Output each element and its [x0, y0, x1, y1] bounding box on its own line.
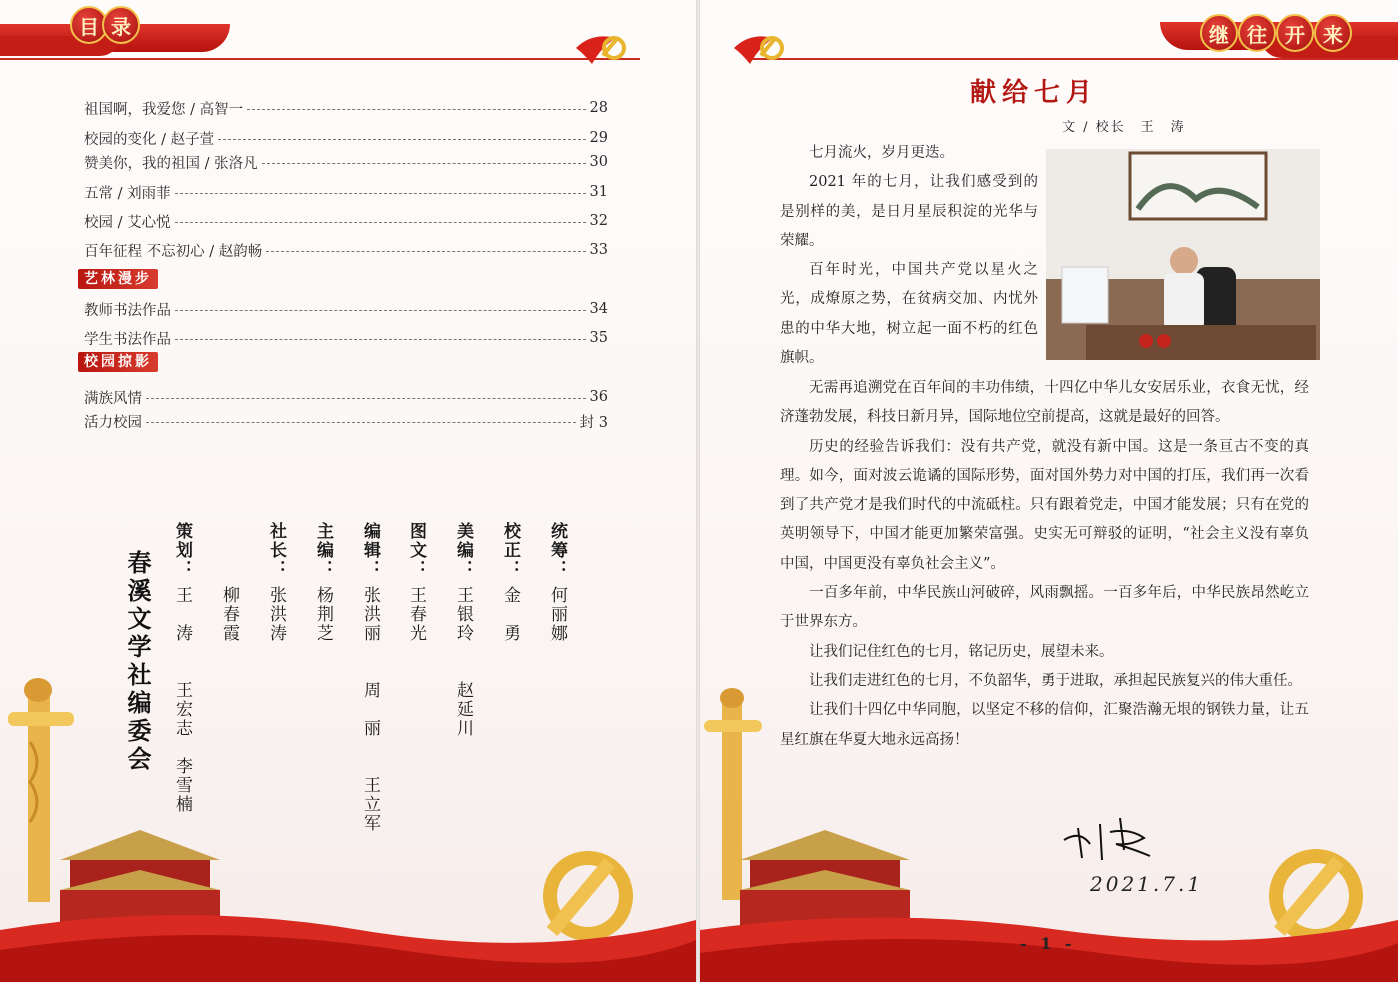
article-body-wrapped — [780, 139, 1038, 373]
committee-names: 金 勇 — [500, 586, 520, 643]
red-wave-footer — [0, 900, 696, 982]
committee-role: 编辑： — [360, 522, 380, 579]
committee-role: 图文： — [406, 522, 426, 579]
paragraph: 无需再追溯党在百年间的丰功伟绩，十四亿中华儿女安居乐业，衣食无忧，经济蓬勃发展，科技日新月异，国际地位空前提高，这就是最好的回答。 — [780, 380, 1309, 426]
paragraph: 让我们走进红色的七月，不负韶华，勇于进取，承担起民族复兴的伟大重任。 — [809, 672, 1302, 689]
paragraph: 2021 年的七月，让我们感受到的是别样的美，是日月星辰积淀的光华与荣耀。 — [780, 174, 1038, 249]
section-tag: 艺林漫步 — [78, 269, 158, 289]
article-byline: 文 / 校长 王 涛 — [1062, 120, 1186, 135]
header-tab-char: 开 — [1276, 14, 1314, 52]
committee-names: 王 涛 王宏志 李雪楠 — [172, 586, 192, 814]
header-tab-char: 录 — [102, 6, 140, 44]
handwritten-signature — [1060, 810, 1160, 870]
paragraph: 七月流火，岁月更迭。 — [809, 145, 954, 161]
paragraph: 百年时光，中国共产党以星火之光，成燎原之势，在贫病交加、内忧外患的中华大地，树立起一面不朽的红色旗帜。 — [780, 262, 1038, 367]
committee-role: 策划： — [172, 522, 192, 579]
article-body-full — [780, 374, 1309, 755]
committee-title: 春溪文学社编委会 — [123, 550, 152, 774]
toc-row[interactable]: 校园 / 艾心悦 32 — [84, 213, 608, 231]
committee-names: 张洪丽 周 丽 王立军 — [360, 586, 380, 833]
signature-date: 2021.7.1 — [1090, 872, 1204, 896]
left-page — [0, 0, 696, 982]
toc-row[interactable]: 活力校园 封 3 — [84, 414, 608, 431]
header-tab-char: 来 — [1314, 14, 1352, 52]
committee-names: 何丽娜 — [547, 586, 567, 643]
paragraph: 历史的经验告诉我们：没有共产党，就没有新中国。这是一条亘古不变的真理。如今，面对波云诡谲的国际形势，面对国外势力对中国的打压，我们再一次看到了共产党才是我们时代的中流砥柱。只有跟着党走，中国才能发展；只有在党的英明领导下，中国才能更加繁荣富强。史实无可辩驳的证明，“社会主义没有辜负中国，中国更没有辜负社会主义”。 — [780, 438, 1309, 572]
committee-role: 美编： — [453, 522, 473, 579]
toc-row[interactable]: 校园的变化 / 赵子萱 29 — [84, 130, 608, 148]
party-emblem-icon — [730, 28, 790, 72]
paragraph: 让我们十四亿中华同胞，以坚定不移的信仰，汇聚浩瀚无垠的钢铁力量，让五星红旗在华夏大地永远高扬！ — [780, 702, 1309, 748]
committee-names: 张洪涛 — [266, 586, 286, 643]
committee-role: 主编： — [313, 522, 333, 579]
toc-row[interactable]: 满族风情 36 — [84, 389, 608, 407]
committee-names: 王银玲 赵延川 — [453, 586, 473, 738]
paragraph: 让我们记住红色的七月，铭记历史，展望未来。 — [809, 643, 1114, 660]
toc-row[interactable]: 学生书法作品 35 — [84, 330, 608, 348]
header-tab-char: 目 — [70, 6, 108, 44]
header-tab-char: 往 — [1238, 14, 1276, 52]
paragraph: 一百多年前，中华民族山河破碎，风雨飘摇。一百多年后，中华民族昂然屹立于世界东方。 — [780, 585, 1309, 631]
toc-row[interactable]: 教师书法作品 34 — [84, 301, 608, 319]
committee-role: 社长： — [266, 522, 286, 579]
committee-names: 柳春霞 — [219, 586, 239, 643]
article-title: 献给七月 — [970, 78, 1099, 108]
toc-row[interactable]: 五常 / 刘雨菲 31 — [84, 184, 608, 202]
toc-row[interactable]: 百年征程 不忘初心 / 赵韵畅 33 — [84, 242, 608, 260]
header-rule-right — [750, 58, 1398, 60]
toc-row[interactable]: 祖国啊，我爱您 / 高智一 28 — [84, 100, 608, 118]
committee-role: 校正： — [500, 522, 520, 579]
page-number: - 1 - — [1020, 934, 1076, 953]
committee-role: 统筹： — [547, 522, 567, 579]
toc-row[interactable]: 赞美你，我的祖国 / 张洛凡 30 — [84, 154, 608, 172]
party-emblem-icon — [572, 28, 632, 72]
header-rule-left — [0, 58, 640, 60]
committee-names: 杨荆芝 — [313, 586, 333, 643]
committee-names: 王春光 — [406, 586, 426, 643]
principal-photo — [1046, 149, 1320, 360]
header-tab-char: 继 — [1200, 14, 1238, 52]
section-tag: 校园掠影 — [78, 352, 158, 372]
